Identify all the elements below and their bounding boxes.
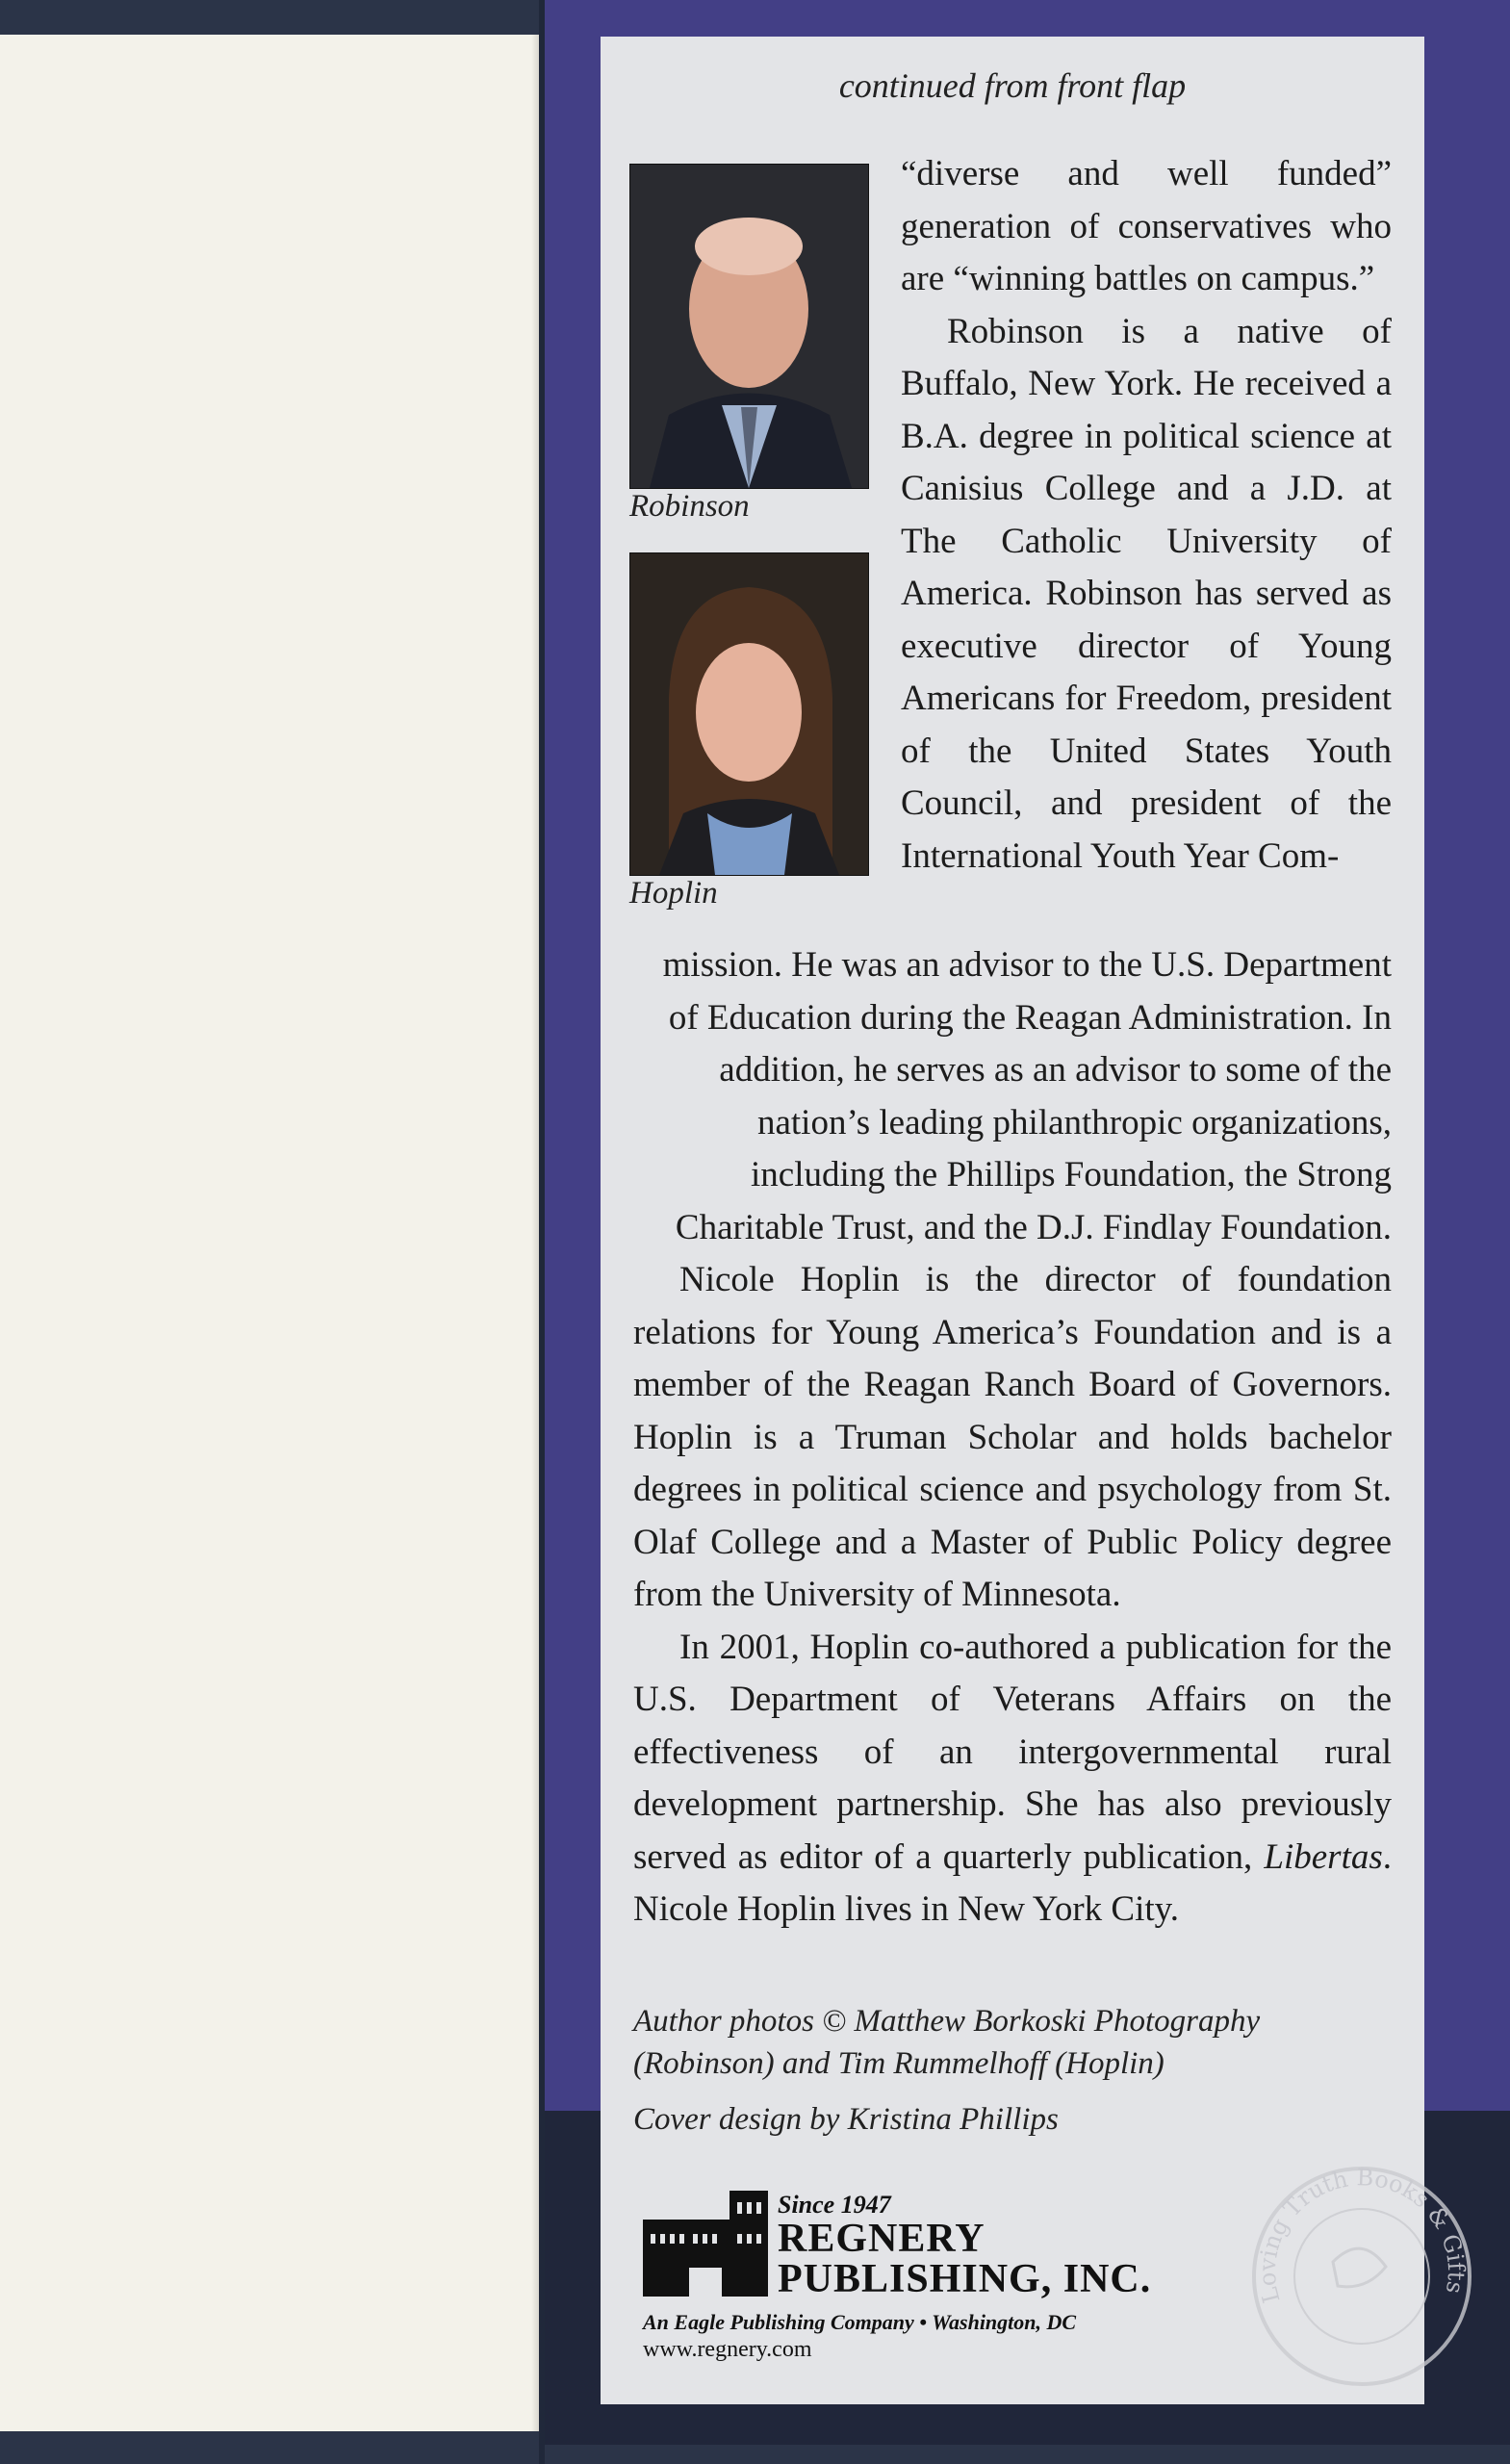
store-stamp-icon	[1241, 2156, 1482, 2397]
regnery-gate-icon	[643, 2191, 768, 2297]
robinson-caption: Robinson	[629, 489, 750, 524]
svg-text:Loving Truth Books & Gifts: Loving Truth Books & Gifts	[1253, 2164, 1471, 2306]
publisher-name: REGNERY	[778, 2217, 985, 2261]
bio-full-text	[633, 939, 1392, 1937]
last-paragraph-start: In 2001, Hoplin co-authored a publication for the U.S. Department of Veterans Affairs on the effectiveness of an intergovernmental rural development partnership. She has also previously served as editor of a quarterly publication,	[633, 1627, 1392, 1877]
photo-credit-line: Author photos © Matthew Borkoski Photography	[633, 2004, 1261, 2039]
bio-paragraph: mission. He was an advisor to the U.S. Department of Education during the Reagan Administration. In addition, he serves as an advisor to some of the nation’s leading philanthropic organizations, including the Phillips Foundation, the Strong Charitable Trust, and the D.J. Findlay Foundation.	[662, 945, 1392, 1247]
robinson-photo	[629, 164, 869, 489]
left-blank-page	[0, 35, 539, 2431]
cover-design-credit: Cover design by Kristina Phillips	[633, 2102, 1059, 2137]
robinson-portrait-icon	[630, 165, 868, 488]
bio-paragraph: Robinson is a native of Buffalo, New York. He received a B.A. degree in political science at Canisius College and a J.D. at The Catholic University of America. Robinson has served as executive director of Young Americans for Freedom, president of the United States Youth Council, and president of the International Youth Year Com-	[901, 311, 1392, 876]
publisher-name-line2: PUBLISHING, INC.	[778, 2257, 1152, 2301]
publisher-tagline: An Eagle Publishing Company • Washington, DC	[643, 2310, 1077, 2334]
bio-paragraph: “diverse and well funded” generation of conservatives who are “winning battles on campus.”	[901, 154, 1392, 298]
publisher-logo	[643, 2191, 1220, 2364]
publisher-since: Since 1947	[778, 2191, 891, 2219]
bio-column-text	[901, 148, 1392, 883]
publication-title: Libertas	[1264, 1836, 1383, 1877]
bio-paragraph-last	[633, 1622, 1392, 1937]
hoplin-portrait-icon	[630, 553, 868, 875]
hoplin-caption: Hoplin	[629, 876, 718, 911]
photo-credit-line: (Robinson) and Tim Rummelhoff (Hoplin)	[633, 2046, 1164, 2081]
page-fold	[531, 35, 539, 2431]
last-paragraph-end: . Nicole Hoplin lives in New York City.	[633, 1836, 1392, 1929]
bio-paragraph: Nicole Hoplin is the director of foundation relations for Young America’s Foundation and is a member of the Reagan Ranch Board of Governors. Hoplin is a Truman Scholar and holds bachelor degrees in political science and psychology from St. Olaf College and a Master of Public Policy degree from the University of Minnesota.	[633, 1260, 1392, 1614]
continued-header: continued from front flap	[838, 66, 1187, 105]
credits	[633, 2000, 1392, 2141]
hoplin-photo	[629, 552, 869, 876]
flap-panel	[601, 37, 1424, 2404]
publisher-url[interactable]: www.regnery.com	[643, 2337, 812, 2362]
